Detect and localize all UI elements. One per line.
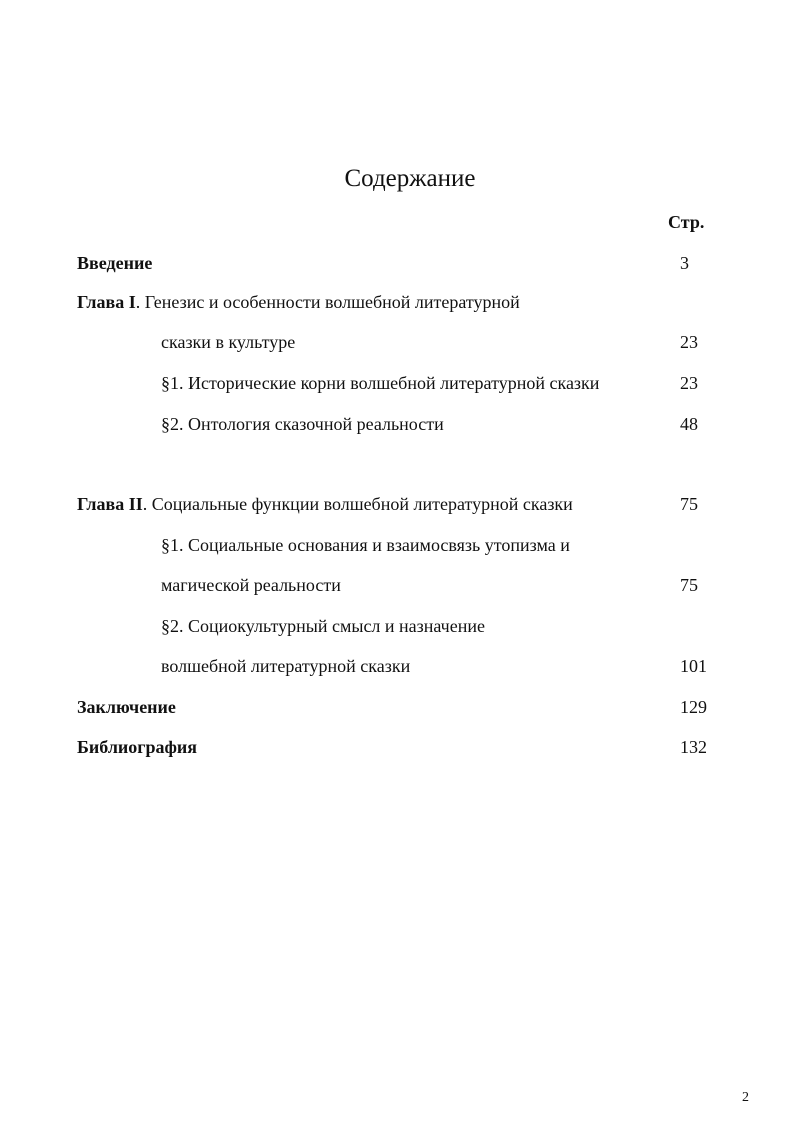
page-title: Содержание xyxy=(344,165,476,192)
toc-entry-ch1-sec1: §1. Исторические корни волшебной литературной сказки xyxy=(161,373,600,393)
toc-entry-chapter-1 xyxy=(77,292,520,313)
toc-page-introduction: 3 xyxy=(680,253,689,273)
toc-page-ch2-sec1: 75 xyxy=(680,575,698,595)
toc-entry-ch2-sec2-cont: волшебной литературной сказки xyxy=(161,656,411,676)
toc-entry-chapter-2 xyxy=(77,494,573,515)
toc-entry-ch2-sec1-cont: магической реальности xyxy=(161,575,341,595)
toc-page-conclusion: 129 xyxy=(680,697,707,717)
toc-page-ch1-sec2: 48 xyxy=(680,414,698,434)
page-column-header: Стр. xyxy=(668,212,705,232)
chapter-1-title: . Генезис и особенности волшебной литературной xyxy=(135,292,520,312)
toc-entry-ch2-sec2: §2. Социокультурный смысл и назначение xyxy=(161,616,485,636)
chapter-1-label: Глава I xyxy=(77,292,136,312)
toc-page-bibliography: 132 xyxy=(680,737,707,757)
toc-page-ch1-sec1: 23 xyxy=(680,373,698,393)
toc-entry-conclusion: Заключение xyxy=(77,697,176,717)
toc-entry-introduction: Введение xyxy=(77,253,153,273)
toc-page-chapter-2: 75 xyxy=(680,494,698,514)
toc-entry-ch1-sec2: §2. Онтология сказочной реальности xyxy=(161,414,444,434)
toc-entry-ch2-sec1: §1. Социальные основания и взаимосвязь утопизма и xyxy=(161,535,570,555)
toc-page-ch2-sec2: 101 xyxy=(680,656,707,676)
toc-page-chapter-1: 23 xyxy=(680,332,698,352)
toc-entry-chapter-1-cont: сказки в культуре xyxy=(161,332,296,352)
chapter-2-title: . Социальные функции волшебной литературной сказки xyxy=(142,494,573,514)
page-number: 2 xyxy=(742,1090,749,1105)
toc-entry-bibliography: Библиография xyxy=(77,737,198,757)
chapter-2-label: Глава II xyxy=(77,494,143,514)
